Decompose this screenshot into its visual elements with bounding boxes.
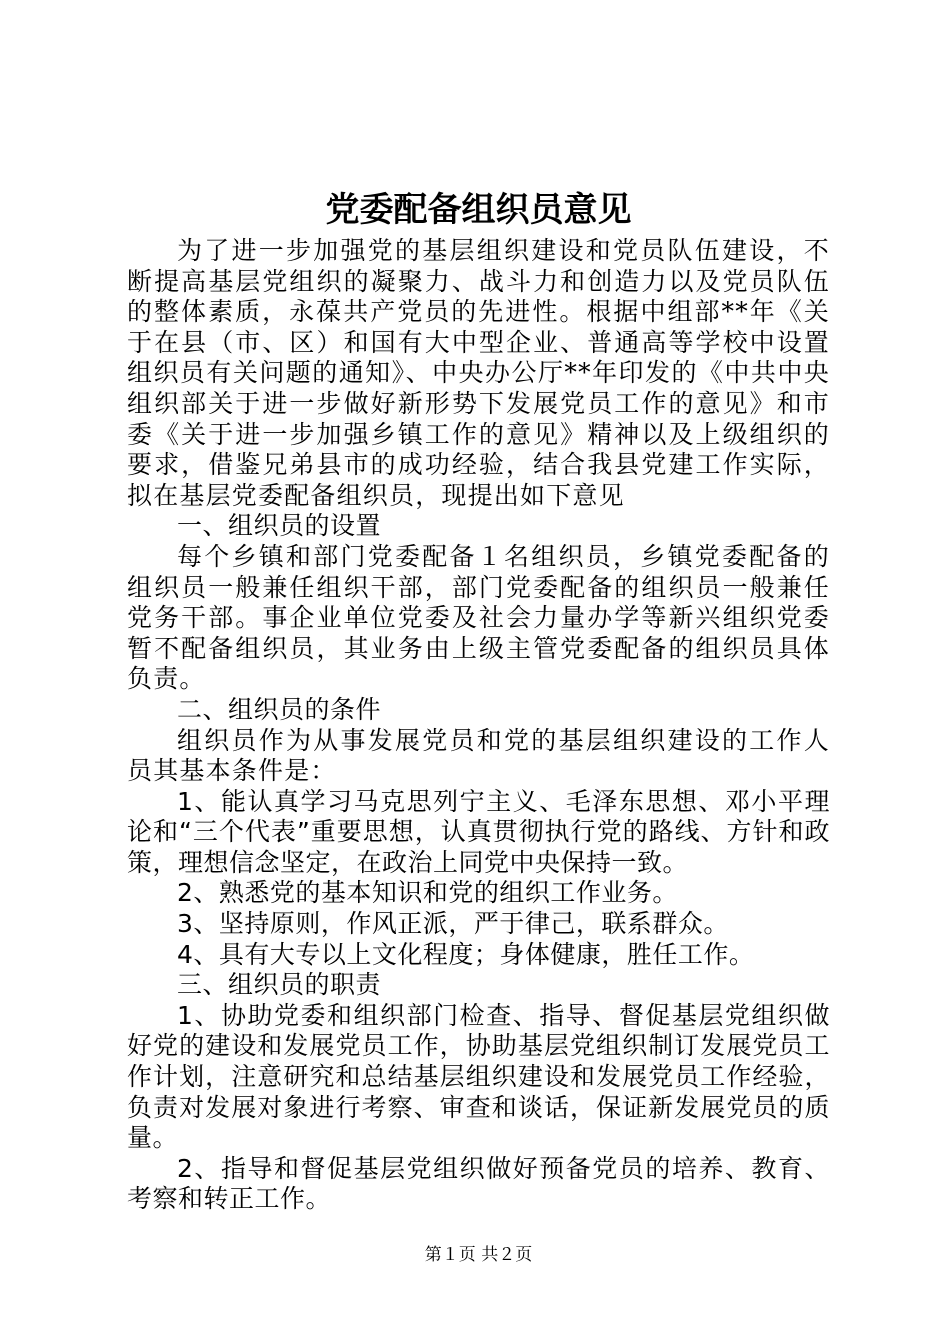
paragraph-setup: 每个乡镇和部门党委配备１名组织员，乡镇党委配备的组织员一般兼任组织干部，部门党委配备的组织员一般兼任党务干部。事企业单位党委及社会力量办学等新兴组织党委暂不配备组织员，其业务由上级主管党委配备的组织员具体负责。 — [127, 541, 830, 694]
paragraph-intro: 为了进一步加强党的基层组织建设和党员队伍建设，不断提高基层党组织的凝聚力、战斗力和创造力以及党员队伍的整体素质，永葆共产党员的先进性。根据中组部**年《关于在县（市、区）和国有大中型企业、普通高等学校中设置组织员有关问题的通知》、中央办公厅**年印发的《中共中央组织部关于进一步做好新形势下发展党员工作的意见》和市委《关于进一步加强乡镇工作的意见》精神以及上级组织的要求，借鉴兄弟县市的成功经验，结合我县党建工作实际，拟在基层党委配备组织员，现提出如下意见 — [127, 236, 830, 510]
duty-item-2: 2、指导和督促基层党组织做好预备党员的培养、教育、考察和转正工作。 — [127, 1153, 830, 1214]
document-body — [127, 236, 830, 1215]
section-heading-setup: 一、组织员的设置 — [177, 511, 382, 541]
condition-item-1: 1、能认真学习马克思列宁主义、毛泽东思想、邓小平理论和“三个代表”重要思想，认真贯彻执行党的路线、方针和政策，理想信念坚定，在政治上同党中央保持一致。 — [127, 786, 830, 877]
document-page — [127, 0, 830, 1344]
condition-item-3: 3、坚持原则，作风正派，严于律己，联系群众。 — [177, 909, 729, 939]
condition-item-4: 4、具有大专以上文化程度；身体健康，胜任工作。 — [177, 939, 755, 969]
section-heading-duties: 三、组织员的职责 — [177, 970, 382, 1000]
page-footer: 第１页 共２页 — [424, 1245, 533, 1265]
duty-item-1: 1、协助党委和组织部门检查、指导、督促基层党组织做好党的建设和发展党员工作，协助基层党组织制订发展党员工作计划，注意研究和总结基层组织建设和发展党员工作经验，负责对发展对象进行考察、审查和谈话，保证新发展党员的质量。 — [127, 1000, 830, 1153]
section-heading-conditions: 二、组织员的条件 — [177, 694, 382, 724]
condition-item-2: 2、熟悉党的基本知识和党的组织工作业务。 — [177, 878, 678, 908]
page-title: 党委配备组织员意见 — [325, 190, 632, 230]
paragraph-conditions-intro: 组织员作为从事发展党员和党的基层组织建设的工作人员其基本条件是： — [127, 725, 830, 786]
